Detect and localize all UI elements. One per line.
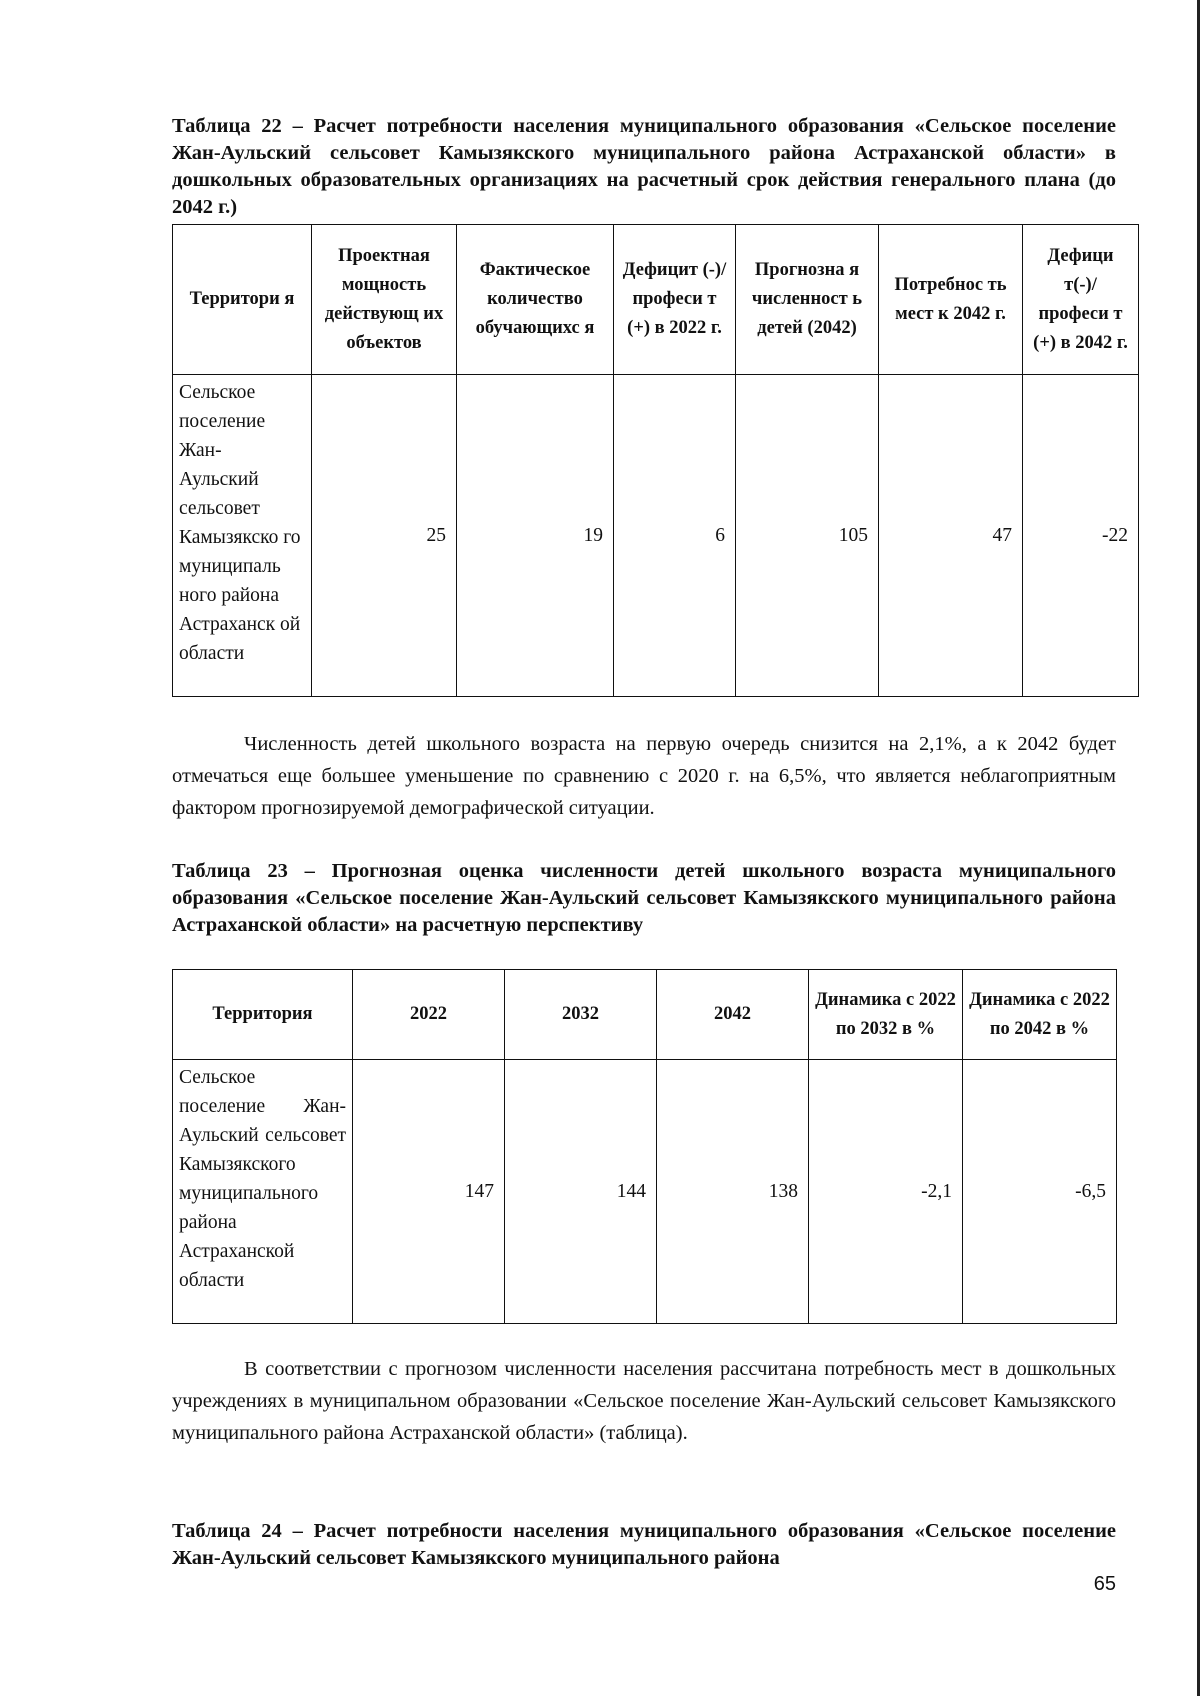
table-row xyxy=(173,1060,1117,1324)
table23-header-territory: Территория xyxy=(173,970,353,1060)
table22-header-design-capacity: Проектная мощность действующ их объектов xyxy=(312,225,457,375)
table22 xyxy=(172,224,1139,697)
paragraph2-block xyxy=(172,1353,1116,1449)
paragraph-places-forecast: В соответствии с прогнозом численности населения рассчитана потребность мест в дошкольных учреждениях в муниципальном образовании «Сельское поселение Жан-Аульский сельсовет Камызякского муниципального района Астраханской области» (таблица). xyxy=(172,1358,1116,1444)
table23-caption-block xyxy=(172,858,1116,939)
table23-header-2022: 2022 xyxy=(353,970,505,1060)
table23-cell-2032: 144 xyxy=(505,1060,657,1324)
table23-header-dynamics-2032: Динамика с 2022 по 2032 в % xyxy=(809,970,963,1060)
table22-cell-actual-students: 19 xyxy=(457,375,614,697)
table-row xyxy=(173,375,1139,697)
table23-cell-2022: 147 xyxy=(353,1060,505,1324)
table22-cell-territory: Сельское поселение Жан- Аульский сельсовет Камызякско го муниципаль ного района Астраханск ой области xyxy=(173,375,312,697)
table23-cell-dynamics-2042: -6,5 xyxy=(963,1060,1117,1324)
table22-header-forecast-children: Прогнозна я численност ь детей (2042) xyxy=(736,225,879,375)
table22-cell-places-need: 47 xyxy=(879,375,1023,697)
table22-cell-deficit-2042: -22 xyxy=(1023,375,1139,697)
table22-cell-design-capacity: 25 xyxy=(312,375,457,697)
table23-header-2042: 2042 xyxy=(657,970,809,1060)
table23-caption: Таблица 23 – Прогнозная оценка численности детей школьного возраста муниципального образования «Сельское поселение Жан-Аульский сельсовет Камызякского муниципального района Астраханской области» на расчетную перспективу xyxy=(172,860,1116,936)
table22-header-deficit-2042: Дефици т(-)/ професи т (+) в 2042 г. xyxy=(1023,225,1139,375)
table22-header-territory: Территори я xyxy=(173,225,312,375)
table22-header-deficit-2022: Дефицит (-)/ професи т (+) в 2022 г. xyxy=(614,225,736,375)
paragraph-children-forecast: Численность детей школьного возраста на первую очередь снизится на 2,1%, а к 2042 будет отмечаться еще большее уменьшение по сравнению с 2020 г. на 6,5%, что является неблагоприятным фактором прогнозируемой демографической ситуации. xyxy=(172,733,1116,819)
table23-header-dynamics-2042: Динамика с 2022 по 2042 в % xyxy=(963,970,1117,1060)
table23-cell-dynamics-2032: -2,1 xyxy=(809,1060,963,1324)
table22-caption-block xyxy=(172,113,1116,221)
table22-header-actual-students: Фактическое количество обучающихс я xyxy=(457,225,614,375)
table22-caption: Таблица 22 – Расчет потребности населения муниципального образования «Сельское поселение Жан-Аульский сельсовет Камызякского муниципального района Астраханской области» в дошкольных образовательных организациях на расчетный срок действия генерального плана (до 2042 г.) xyxy=(172,115,1116,218)
table22-header-row xyxy=(173,225,1139,375)
table23-header-2032: 2032 xyxy=(505,970,657,1060)
table23-cell-2042: 138 xyxy=(657,1060,809,1324)
paragraph1-block xyxy=(172,728,1116,824)
table22-header-places-need: Потребнос ть мест к 2042 г. xyxy=(879,225,1023,375)
table24-caption-block xyxy=(172,1518,1116,1572)
page-number: 65 xyxy=(1093,1573,1116,1595)
table23 xyxy=(172,969,1117,1324)
table23-cell-territory: Сельское поселение Жан-Аульский сельсовет Камызякского муниципального района Астраханской области xyxy=(173,1060,353,1324)
table24-caption: Таблица 24 – Расчет потребности населения муниципального образования «Сельское поселение Жан-Аульский сельсовет Камызякского муниципального района xyxy=(172,1520,1116,1569)
table22-cell-forecast-children: 105 xyxy=(736,375,879,697)
table23-header-row xyxy=(173,970,1117,1060)
table22-cell-deficit-2022: 6 xyxy=(614,375,736,697)
